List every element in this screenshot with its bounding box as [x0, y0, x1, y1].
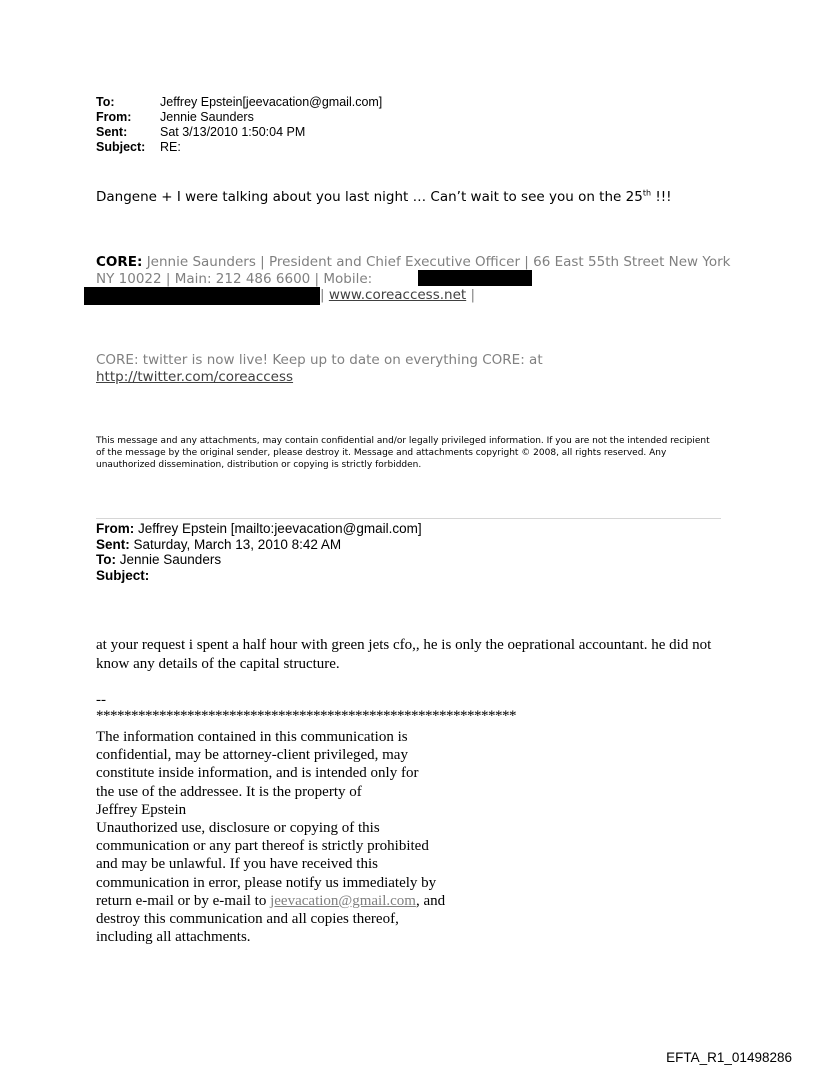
redaction-box: [84, 287, 320, 305]
orig-subject-label: Subject:: [96, 567, 150, 583]
from-label: From:: [96, 110, 132, 124]
twitter-text: CORE: twitter is now live! Keep up to date on everything CORE: at: [96, 352, 543, 368]
original-message-header: [96, 521, 422, 583]
from-value: Jennie Saunders: [160, 110, 254, 124]
email-header: [96, 95, 382, 155]
orig-sent-value: Saturday, March 13, 2010 8:42 AM: [129, 536, 342, 552]
to-label: To:: [96, 95, 115, 109]
legal-disclaimer: This message and any attachments, may contain confidential and/or legally privileged information. If you are not the intended recipient of the message by the original sender, please destroy it. Message and attachments copyright © 2008, all rights reserved. Any unauthorized dissemination, distribution or copying is strictly forbidden.: [96, 436, 710, 470]
orig-to-value: Jennie Saunders: [116, 552, 222, 567]
conf-line: The information contained in this communication is: [96, 729, 408, 745]
sent-label: Sent:: [96, 125, 128, 139]
signature-stars: ************************************************************: [96, 708, 516, 724]
document-id: EFTA_R1_01498286: [666, 1050, 792, 1065]
signature-dashes: --: [96, 692, 106, 708]
email-link[interactable]: jeevacation@gmail.com: [270, 892, 416, 909]
orig-sent-label: Sent:: [96, 536, 130, 552]
orig-to-row: [96, 552, 422, 568]
orig-subject-row: [96, 568, 422, 584]
conf-line-email: [96, 892, 496, 910]
conf-line: constitute inside information, and is intended only for: [96, 765, 419, 782]
conf-text: return e-mail or by e-mail to: [96, 892, 271, 909]
sent-row: [96, 125, 382, 140]
subject-row: [96, 140, 382, 155]
signature-line: Jennie Saunders | President and Chief Executive Officer | 66 East 55th Street New York NY 10022 | Main: 212 486 6600 | Mobile:: [96, 254, 731, 287]
conf-line: destroy this communication and all copies thereof,: [96, 911, 399, 928]
orig-to-label: To:: [96, 552, 116, 567]
orig-from-row: [96, 521, 422, 537]
twitter-notice: [96, 352, 543, 386]
conf-line: communication in error, please notify us immediately by: [96, 874, 437, 891]
reply-superscript: th: [642, 188, 652, 198]
sent-value: Sat 3/13/2010 1:50:04 PM: [160, 125, 306, 139]
to-row: [96, 95, 382, 110]
original-message-body: at your request i spent a half hour with green jets cfo,, he is only the oeprational accountant. he did not know any details of the capital structure.: [96, 637, 712, 672]
signature-brand: CORE:: [96, 254, 143, 270]
subject-label: Subject:: [96, 140, 146, 154]
to-value: Jeffrey Epstein[jeevacation@gmail.com]: [160, 95, 383, 109]
orig-from-value: Jeffrey Epstein [mailto:jeevacation@gmail.com]: [134, 521, 422, 536]
conf-line: the use of the addressee. It is the property of: [96, 783, 362, 800]
conf-line: Unauthorized use, disclosure or copying of this: [96, 820, 380, 837]
conf-line: confidential, may be attorney-client privileged, may: [96, 747, 408, 764]
confidentiality-notice: [96, 728, 496, 946]
signature-block: [96, 254, 736, 288]
twitter-link[interactable]: http://twitter.com/coreaccess: [96, 369, 294, 385]
separator: |: [320, 287, 329, 303]
orig-sent-row: [96, 537, 422, 553]
redaction-box: [418, 270, 532, 286]
reply-text-end: !!!: [651, 189, 672, 205]
reply-message: [96, 189, 672, 205]
from-row: [96, 110, 382, 125]
website-link[interactable]: www.coreaccess.net: [328, 287, 467, 303]
conf-line: Jeffrey Epstein: [96, 801, 187, 818]
divider: [96, 518, 721, 519]
conf-line: including all attachments.: [96, 929, 251, 946]
subject-value: RE:: [160, 140, 181, 154]
conf-line: communication or any part thereof is strictly prohibited: [96, 838, 429, 855]
signature-website-row: [320, 287, 475, 303]
orig-from-label: From:: [96, 521, 135, 536]
separator: |: [466, 287, 476, 303]
reply-text: Dangene + I were talking about you last night … Can’t wait to see you on the 25: [96, 189, 643, 205]
conf-line: and may be unlawful. If you have received this: [96, 856, 378, 873]
conf-text: , and: [415, 892, 446, 909]
